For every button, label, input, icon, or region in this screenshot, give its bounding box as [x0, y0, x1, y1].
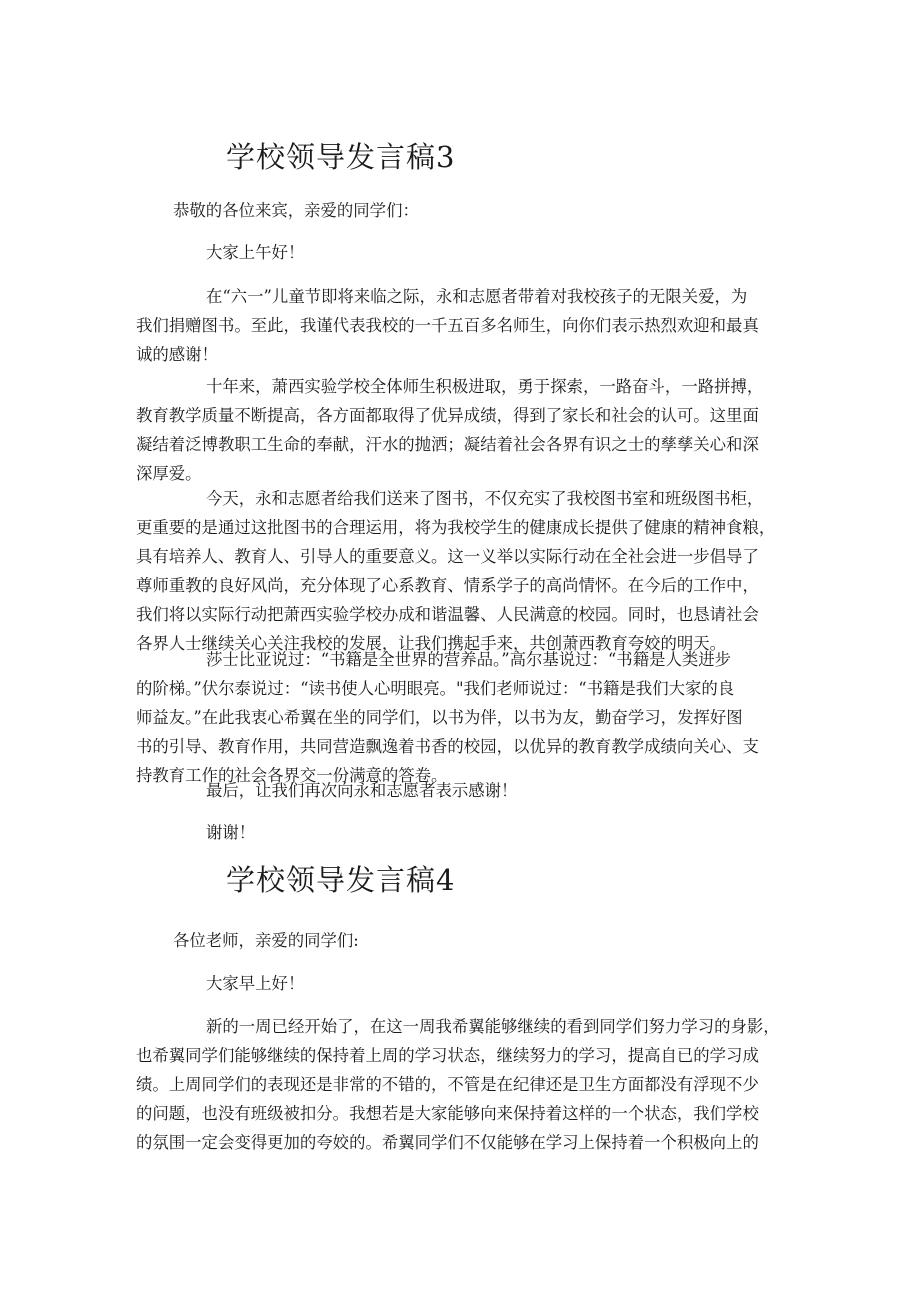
text-line: 也希翼同学们能够继续的保持着上周的学习状态，继续努力的学习，提高自已的学习成 — [136, 1046, 759, 1065]
text-line: 更重要的是通过这批图书的合理运用，将为我校学生的健康成长提供了健康的精神食粮， — [136, 518, 776, 537]
text-line: 的阶梯。”伏尔泰说过：“读书使人心明眼亮。"我们老师说过：“书籍是我们大家的良 — [136, 679, 735, 698]
text-line: 十年来，萧西实验学校全体师生积极进取，勇于探索，一路奋斗，一路拼搏， — [206, 377, 764, 396]
text-line: 师益友。”在此我衷心希翼在坐的同学们，以书为伴，以书为友，勤奋学习，发挥好图 — [136, 708, 743, 727]
text-line: 新的一周已经开始了，在这一周我希翼能够继续的看到同学们努力学习的身影， — [206, 1017, 780, 1036]
paragraph — [136, 650, 790, 800]
text-line: 具有培养人、教育人、引导人的重要意义。这一义举以实际行动在全社会进一步倡导了 — [136, 547, 759, 566]
salutation: 各位老师，亲爱的同学们: — [173, 931, 359, 950]
closing: 最后，让我们再次向永和志愿者表示感谢！ — [206, 781, 518, 800]
greeting: 大家早上好！ — [206, 974, 305, 993]
thanks: 谢谢！ — [206, 823, 256, 842]
text-line: 今天，永和志愿者给我们送来了图书，不仅充实了我校图书室和班级图书柜， — [206, 489, 764, 508]
text-line: 各界人士继续关心关注我校的发展，让我们携起手来，共创萧西教育夸姣的明天。 — [136, 634, 727, 653]
text-line: 我们将以实际行动把萧西实验学校办成和谐温馨、人民满意的校园。同时，也恳请社会 — [136, 605, 759, 624]
section-title: 学校领导发言稿3 — [226, 140, 456, 174]
section-title: 学校领导发言稿4 — [226, 863, 456, 897]
text-line: 尊师重教的良好风尚，充分体现了心系教育、情系学子的高尚情怀。在今后的工作中， — [136, 576, 759, 595]
greeting: 大家上午好！ — [206, 243, 305, 262]
text-line: 诚的感谢！ — [136, 345, 218, 364]
text-line: 教育教学质量不断提高，各方面都取得了优异成绩，得到了家长和社会的认可。这里面 — [136, 406, 759, 425]
salutation: 恭敬的各位来宾，亲爱的同学们： — [173, 201, 419, 220]
text-line: 我们捐赠图书。至此，我谨代表我校的一千五百多名师生，向你们表示热烈欢迎和最真 — [136, 316, 759, 335]
paragraph — [136, 379, 790, 495]
text-line: 深厚爱。 — [136, 464, 202, 483]
paragraph — [136, 491, 790, 665]
text-line: 莎士比亚说过：“书籍是全世界的营养品。”高尔基说过：“书籍是人类进步 — [206, 650, 732, 669]
text-line: 绩。上周同学们的表现还是非常的不错的，不管是在纪律还是卫生方面都没有浮现不少 — [136, 1075, 759, 1094]
paragraph — [136, 1019, 790, 1164]
text-line: 持教育工作的社会各界交一份满意的答卷。 — [136, 766, 448, 785]
text-line: 在“六一”儿童节即将来临之际，永和志愿者带着对我校孩子的无限关爱，为 — [206, 287, 748, 306]
text-line: 书的引导、教育作用，共同营造飘逸着书香的校园，以优异的教育教学成绩向关心、支 — [136, 737, 759, 756]
text-line: 的问题，也没有班级被扣分。我想若是大家能够向来保持着这样的一个状态，我们学校 — [136, 1104, 759, 1123]
text-line: 凝结着泛博教职工生命的奉献，汗水的抛洒；凝结着社会各界有识之士的孳孳关心和深 — [136, 435, 759, 454]
paragraph — [136, 289, 790, 376]
text-line: 的氛围一定会变得更加的夸姣的。希翼同学们不仅能够在学习上保持着一个积极向上的 — [136, 1133, 759, 1152]
